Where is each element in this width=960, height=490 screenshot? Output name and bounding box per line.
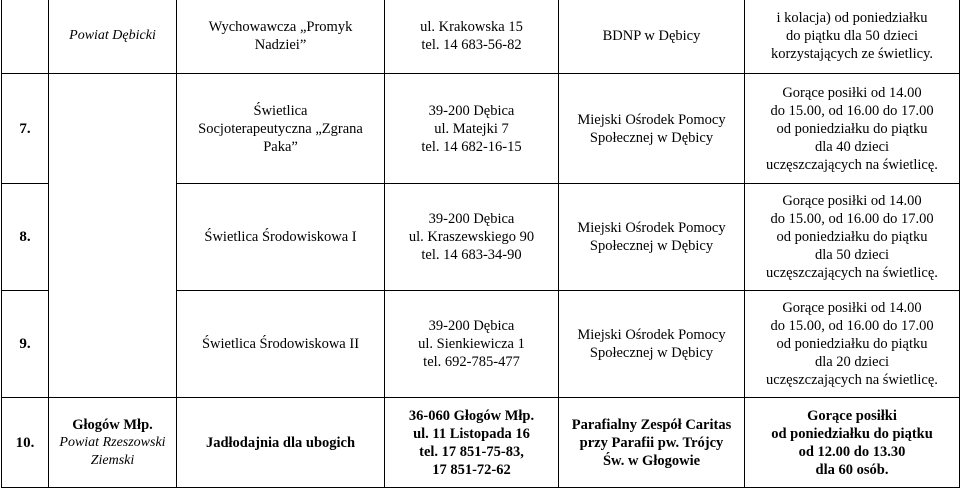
info-cell (745, 398, 960, 488)
county-label: Powiat Dębicki (69, 28, 156, 43)
operator-cell (559, 184, 745, 291)
info-line: uczęszczających na świetlicę. (766, 156, 938, 173)
table-row (2, 74, 960, 184)
operator-line: Społecznej w Dębicy (589, 129, 714, 146)
facility-name-line: Świetlica Środowiskowa I (204, 229, 357, 245)
info-line: Gorące posiłki od 14.00 (782, 193, 922, 209)
address-cell (385, 291, 559, 398)
table-row (2, 0, 960, 74)
address-line: 39-200 Dębica (428, 211, 515, 227)
info-line: od poniedziałku do piątku (771, 425, 933, 442)
operator-line: Parafialny Zespół Caritas (571, 416, 732, 433)
address-line: 36-060 Głogów Młp. (408, 407, 535, 424)
table-row (2, 398, 960, 488)
county-label: Powiat Rzeszowski Ziemski (59, 434, 166, 468)
facility-name-cell (177, 0, 385, 74)
info-line: do 15.00, od 16.00 do 17.00 (770, 318, 934, 334)
address-line: tel. 17 851-75-83, (419, 443, 524, 460)
county-cell (49, 398, 177, 488)
operator-cell (559, 398, 745, 488)
facility-name-line: Świetlica Środowiskowa II (201, 336, 360, 352)
county-cell (49, 0, 177, 74)
address-line: tel. 14 683-34-90 (421, 247, 522, 263)
info-line: Gorące posiłki od 14.00 (782, 300, 922, 316)
info-line: dla 60 osób. (815, 461, 889, 478)
info-line: korzystających ze świetlicy. (770, 46, 934, 62)
info-line: dla 40 dzieci (814, 138, 890, 155)
facility-name-cell (177, 398, 385, 488)
operator-cell (559, 0, 745, 74)
facility-name-cell (177, 184, 385, 291)
address-line: ul. Krakowska 15 (420, 19, 523, 35)
address-line: 17 851-72-62 (432, 461, 511, 478)
row-number: 10. (2, 398, 49, 488)
address-line: 39-200 Dębica (428, 318, 515, 334)
address-line: ul. 11 Listopada 16 (413, 425, 530, 442)
info-cell (745, 74, 960, 184)
operator-line: Miejski Ośrodek Pomocy (577, 111, 726, 128)
social-assistance-table (1, 0, 960, 488)
address-line: ul. Sienkiewicza 1 (418, 336, 525, 352)
facility-name-line: Jadłodajnia dla ubogich (205, 434, 356, 451)
operator-cell (559, 291, 745, 398)
address-line: tel. 14 682-16-15 (421, 138, 522, 155)
info-cell (745, 0, 960, 74)
row-number: 9. (2, 291, 49, 398)
info-line: dla 20 dzieci (814, 354, 890, 370)
info-line: i kolacja) od poniedziałku (776, 10, 928, 26)
info-line: uczęszczających na świetlicę. (766, 372, 938, 388)
address-cell (385, 0, 559, 74)
address-line: tel. 692-785-477 (423, 354, 520, 370)
county-cell-merged (49, 74, 177, 398)
operator-line: Św. w Głogowie (602, 452, 701, 469)
row-number: 7. (2, 74, 49, 184)
address-cell (385, 184, 559, 291)
facility-name-line: Świetlica (253, 102, 308, 119)
operator-line: BDNP w Dębicy (602, 28, 701, 44)
facility-name-line: Socjoterapeutyczna „Zgrana (198, 120, 363, 137)
info-line: do 15.00, od 16.00 do 17.00 (770, 102, 934, 119)
info-line: uczęszczających na świetlicę. (766, 265, 938, 281)
facility-name-line: Nadziei” (254, 37, 307, 53)
info-cell (745, 291, 960, 398)
county-town: Głogów Młp. (72, 416, 153, 433)
facility-name-line: Paka” (263, 138, 298, 155)
info-line: Gorące posiłki (807, 407, 897, 424)
facility-name-cell (177, 74, 385, 184)
operator-line: Miejski Ośrodek Pomocy (577, 327, 726, 343)
row-number: 8. (2, 184, 49, 291)
operator-line: Miejski Ośrodek Pomocy (577, 220, 726, 236)
operator-cell (559, 74, 745, 184)
address-cell (385, 398, 559, 488)
operator-line: Społecznej w Dębicy (589, 238, 714, 254)
info-line: do piątku dla 50 dzieci (785, 28, 919, 44)
address-line: tel. 14 683-56-82 (421, 37, 522, 53)
address-line: ul. Kraszewskiego 90 (408, 229, 535, 245)
row-number (2, 0, 49, 74)
info-line: do 15.00, od 16.00 do 17.00 (770, 211, 934, 227)
info-cell (745, 184, 960, 291)
facility-name-line: Wychowawcza „Promyk (208, 19, 353, 35)
info-line: od 12.00 do 13.30 (798, 443, 906, 460)
info-line: od poniedziałku do piątku (776, 120, 928, 137)
info-line: dla 50 dzieci (814, 247, 890, 263)
operator-line: przy Parafii pw. Trójcy (579, 434, 724, 451)
address-line: 39-200 Dębica (428, 102, 515, 119)
info-line: Gorące posiłki od 14.00 (782, 84, 922, 101)
address-cell (385, 74, 559, 184)
info-line: od poniedziałku do piątku (776, 229, 928, 245)
address-line: ul. Matejki 7 (434, 120, 509, 137)
facility-name-cell (177, 291, 385, 398)
info-line: od poniedziałku do piątku (776, 336, 928, 352)
operator-line: Społecznej w Dębicy (589, 345, 714, 361)
